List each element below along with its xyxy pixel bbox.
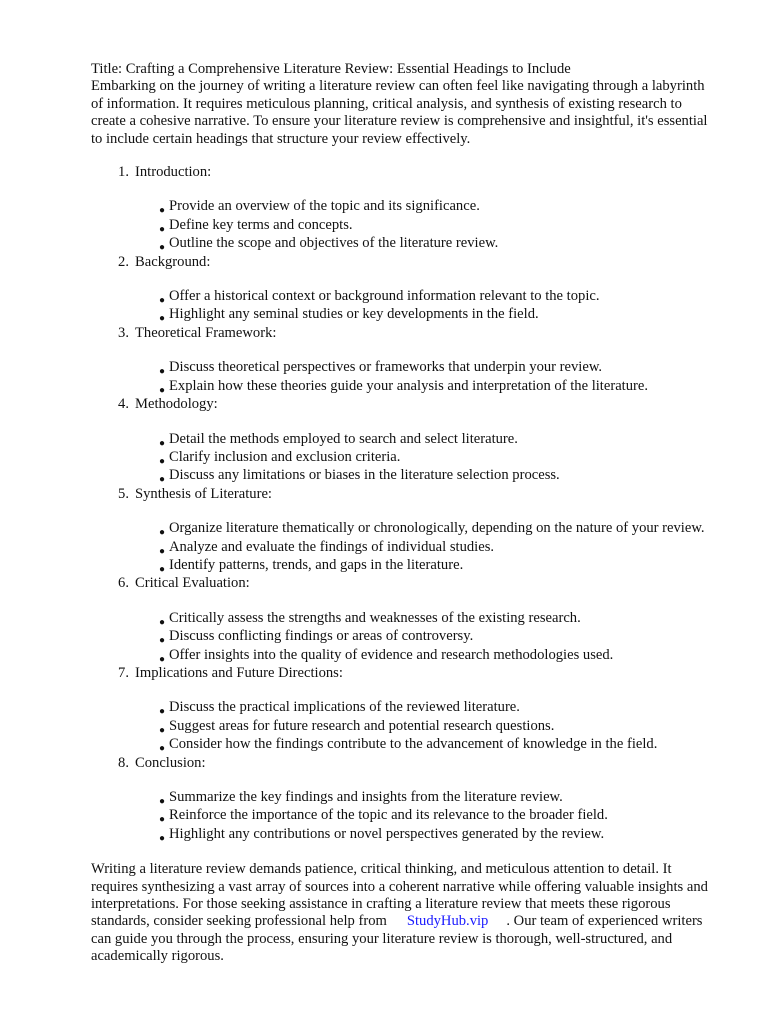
bullet-item [159,217,718,235]
bullet-item [159,359,718,377]
bullet-list [91,198,718,253]
bullet-list [91,359,718,396]
section-title: Conclusion: [135,754,206,771]
bullet-text: Offer insights into the quality of evidence and research methodologies used. [169,646,614,663]
bullet-list [91,699,718,754]
bullet-dot-icon: ● [159,455,166,467]
bullet-item [159,288,718,306]
bullet-list [91,789,718,844]
bullet-list [91,610,718,665]
bullet-text: Offer a historical context or background information relevant to the topic. [169,288,600,305]
bullet-text: Highlight any contributions or novel perspectives generated by the review. [169,825,605,842]
bullet-text: Define key terms and concepts. [169,216,353,233]
section-number: 7. [118,664,129,681]
bullet-dot-icon: ● [159,796,166,807]
section-number: 3. [118,324,129,341]
bullet-list [91,288,718,325]
bullet-text: Critically assess the strengths and weaknesses of the existing research. [169,609,581,626]
bullet-dot-icon: ● [159,814,166,826]
bullet-item [159,467,718,485]
bullet-dot-icon: ● [159,724,166,736]
bullet-dot-icon: ● [159,313,166,325]
bullet-dot-icon: ● [159,242,166,254]
bullet-item [159,520,718,538]
bullet-text: Explain how these theories guide your analysis and interpretation of the literature. [169,377,649,394]
bullet-text: Discuss conflicting findings or areas of controversy. [169,628,474,645]
section-title: Background: [135,253,211,270]
bullet-text: Discuss the practical implications of the reviewed literature. [169,699,520,716]
section-heading [91,755,718,772]
section-item [91,396,718,486]
bullet-text: Summarize the key findings and insights from the literature review. [169,789,563,805]
bullet-text: Analyze and evaluate the findings of individual studies. [169,538,495,555]
document-title: Title: Crafting a Comprehensive Literature Review: Essential Headings to Include [91,61,571,77]
section-heading [91,164,718,181]
section-item [91,665,718,755]
section-title: Critical Evaluation: [135,575,250,592]
bullet-dot-icon: ● [159,384,166,396]
bullet-list [91,520,718,575]
bullet-item [159,699,718,717]
intro-paragraph: Embarking on the journey of writing a literature review can often feel like navigating through a labyrinth of information. It requires meticulous planning, critical analysis, and synthesis of existing research to create a cohesive narrative. To ensure your literature review is comprehensive and insightful, it's essential to include certain headings that structure your review effectively. [91,78,708,147]
section-item [91,164,718,254]
section-heading [91,325,718,342]
section-item [91,325,718,396]
bullet-item [159,826,718,844]
section-heading [91,486,718,503]
section-item [91,755,718,845]
section-heading [91,396,718,413]
bullet-text: Consider how the findings contribute to the advancement of knowledge in the field. [169,736,658,753]
section-item [91,486,718,576]
bullet-item [159,647,718,665]
bullet-dot-icon: ● [159,832,166,844]
bullet-item [159,610,718,628]
section-number: 4. [118,396,129,413]
section-title: Introduction: [135,164,212,181]
bullet-text: Organize literature thematically or chronologically, depending on the nature of your review. [169,520,705,537]
bullet-item [159,198,718,216]
bullet-item [159,306,718,324]
bullet-item [159,449,718,467]
section-number: 6. [118,575,129,592]
closing-text-after-link: . Our team of experienced writers can guide you through the process, ensuring your literature review is thorough, well-structured, and academically rigorous. [91,913,703,965]
section-number: 1. [118,164,129,181]
bullet-item [159,736,718,754]
bullet-dot-icon: ● [159,205,166,217]
bullet-text: Identify patterns, trends, and gaps in the literature. [169,556,464,573]
bullet-dot-icon: ● [159,616,166,628]
bullet-dot-icon: ● [159,706,166,718]
bullet-item [159,628,718,646]
bullet-list [91,431,718,486]
bullet-dot-icon: ● [159,527,166,539]
bullet-item [159,807,718,825]
studyhub-link[interactable]: StudyHub.vip [406,913,489,930]
closing-paragraph [91,861,718,965]
bullet-item [159,718,718,736]
bullet-text: Provide an overview of the topic and its significance. [169,198,480,215]
section-heading [91,665,718,682]
section-title: Implications and Future Directions: [135,664,343,681]
bullet-text: Discuss theoretical perspectives or frameworks that underpin your review. [169,359,603,376]
section-heading [91,575,718,592]
bullet-dot-icon: ● [159,635,166,647]
bullet-item [159,235,718,253]
closing-text-before-link: Writing a literature review demands patience, critical thinking, and meticulous attention to detail. It requires synthesizing a vast array of sources into a coherent narrative while offering valuable insights and interpretations. For those seeking assistance in crafting a literature review that meets these rigorous standards, consider seeking professional help from [91,861,708,930]
section-number: 2. [118,253,129,270]
bullet-text: Discuss any limitations or biases in the literature selection process. [169,467,560,484]
bullet-text: Detail the methods employed to search and select literature. [169,430,518,447]
headings-list [91,164,718,844]
bullet-dot-icon: ● [159,653,166,665]
section-item [91,575,718,665]
bullet-item [159,378,718,396]
bullet-item [159,557,718,575]
bullet-dot-icon: ● [159,563,166,575]
bullet-dot-icon: ● [159,437,166,449]
bullet-dot-icon: ● [159,743,166,755]
bullet-dot-icon: ● [159,223,166,235]
bullet-dot-icon: ● [159,366,166,378]
bullet-dot-icon: ● [159,474,166,486]
bullet-dot-icon: ● [159,545,166,557]
section-heading [91,254,718,271]
section-item [91,254,718,325]
section-title: Methodology: [135,396,218,413]
bullet-item [159,431,718,449]
section-number: 8. [118,754,129,771]
bullet-text: Reinforce the importance of the topic and its relevance to the broader field. [169,807,608,824]
section-title: Synthesis of Literature: [135,485,272,502]
section-title: Theoretical Framework: [135,324,277,341]
section-number: 5. [118,485,129,502]
bullet-text: Suggest areas for future research and potential research questions. [169,717,555,734]
bullet-text: Clarify inclusion and exclusion criteria. [169,448,401,465]
bullet-dot-icon: ● [159,295,166,307]
bullet-item [159,789,718,807]
bullet-item [159,539,718,557]
bullet-text: Highlight any seminal studies or key developments in the field. [169,306,539,323]
bullet-text: Outline the scope and objectives of the literature review. [169,235,499,252]
